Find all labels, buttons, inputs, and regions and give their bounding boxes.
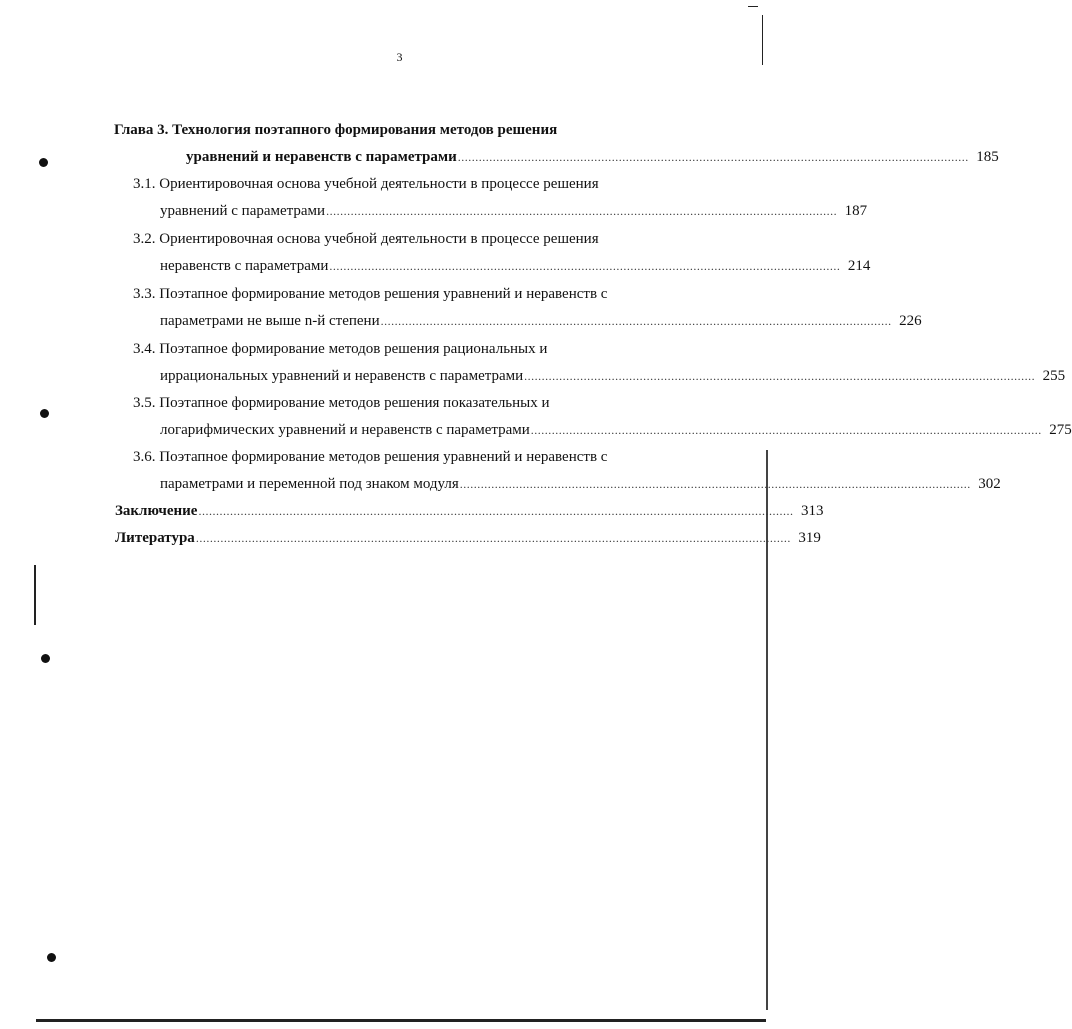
toc-conclusion[interactable]: Заключение .......................................................................................................................................................................... 313 — [115, 499, 720, 523]
toc-page-number: 187 — [844, 203, 868, 219]
toc-literature[interactable]: Литература .......................................................................................................................................................................... 319 — [115, 526, 720, 550]
toc-section-3-5-line1: 3.5. Поэтапное формирование методов решения показательных и — [133, 395, 550, 411]
toc-section-3-1-line2[interactable]: уравнений с параметрами .................................................................................................................................................. 187 — [160, 199, 720, 223]
leader-dots: .................................................................................................................................................. — [457, 150, 969, 164]
scan-edge-line — [748, 6, 758, 7]
leader-dots: .......................................................................................................................................................................... — [195, 531, 791, 545]
toc-section-3-3-line2[interactable]: параметрами не выше n-й степени .................................................................................................................................................. 226 — [160, 309, 720, 333]
toc-section-3-1-line1: 3.1. Ориентировочная основа учебной деятельности в процессе решения — [133, 176, 599, 192]
toc-section-3-4-line1: 3.4. Поэтапное формирование методов решения рациональных и — [133, 341, 548, 357]
toc-section-3-2-line2[interactable]: неравенств с параметрами .................................................................................................................................................. 214 — [160, 254, 720, 278]
leader-dots: .......................................................................................................................................................................... — [198, 504, 794, 518]
toc-page-number: 185 — [976, 149, 999, 165]
chapter-title-line2[interactable]: уравнений и неравенств с параметрами .................................................................................................................................................. 185 — [186, 145, 720, 169]
scan-bottom-line — [36, 1019, 766, 1022]
toc-page-number: 275 — [1049, 422, 1072, 438]
binding-hole-mark — [39, 158, 48, 167]
toc-page-number: 319 — [798, 530, 821, 546]
binding-hole-mark — [40, 409, 49, 418]
binding-hole-mark — [41, 654, 50, 663]
toc-page-number: 226 — [899, 313, 922, 329]
toc-page-number: 313 — [800, 503, 824, 519]
toc-section-3-6-line2[interactable]: параметрами и переменной под знаком модуля .................................................................................................................................................. 302 — [160, 472, 720, 496]
toc-section-3-5-line2[interactable]: логарифмических уравнений и неравенств с параметрами .................................................................................................................................................. 275 — [160, 418, 720, 442]
toc-section-3-4-line2[interactable]: иррациональных уравнений и неравенств с параметрами .................................................................................................................................................. 255 — [160, 364, 720, 388]
binding-hole-mark — [47, 953, 56, 962]
leader-dots: .................................................................................................................................................. — [459, 477, 971, 491]
page-number: 3 — [396, 50, 403, 64]
toc-section-3-6-line1: 3.6. Поэтапное формирование методов решения уравнений и неравенств с — [133, 449, 608, 465]
leader-dots: .................................................................................................................................................. — [380, 314, 892, 328]
scan-edge-line — [762, 15, 763, 65]
leader-dots: .................................................................................................................................................. — [329, 259, 841, 273]
chapter-title-line1: Глава 3. Технология поэтапного формирования методов решения — [114, 122, 558, 138]
scan-edge-line — [34, 565, 36, 625]
toc-page-number: 302 — [978, 476, 1001, 492]
leader-dots: .................................................................................................................................................. — [524, 369, 1036, 383]
toc-section-3-2-line1: 3.2. Ориентировочная основа учебной деятельности в процессе решения — [133, 231, 599, 247]
toc-page-number: 255 — [1042, 368, 1066, 384]
leader-dots: .................................................................................................................................................. — [530, 423, 1042, 437]
toc-section-3-3-line1: 3.3. Поэтапное формирование методов решения уравнений и неравенств с — [133, 286, 608, 302]
leader-dots: .................................................................................................................................................. — [326, 204, 838, 218]
toc-page-number: 214 — [847, 258, 871, 274]
